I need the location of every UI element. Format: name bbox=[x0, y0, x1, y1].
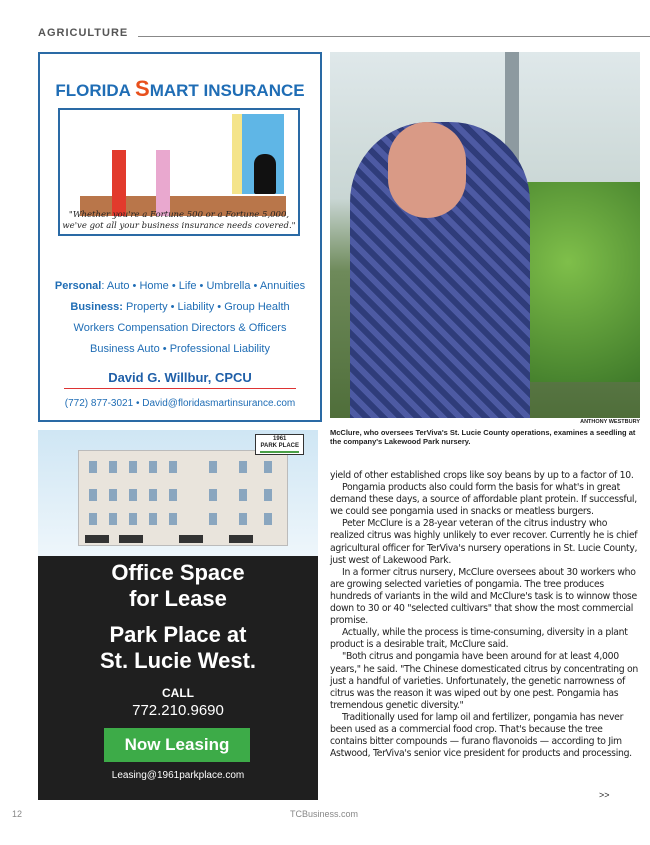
site-name: TCBusiness.com bbox=[290, 809, 359, 819]
phone-number[interactable]: 772.210.9690 bbox=[132, 702, 224, 719]
divider bbox=[64, 388, 296, 389]
photo-caption: McClure, who oversees TerViva's St. Lucie County operations, examines a seedling at the company's Lakewood Park nursery. bbox=[330, 428, 636, 446]
park-place-logo: 1961 PARK PLACE bbox=[255, 434, 304, 455]
cartoon-image bbox=[58, 108, 300, 236]
call-label: CALL bbox=[162, 686, 194, 700]
paragraph: Peter McClure is a 28-year veteran of the citrus industry who realized citrus was highly unlikely to ever recover. Currently he is chief agricultural officer for TerViva's nursery operations in St. Lucie County, just west of Lakewood Park. bbox=[330, 518, 638, 566]
section-label: AGRICULTURE bbox=[38, 27, 129, 39]
divider bbox=[138, 36, 650, 37]
headline: St. Lucie West. bbox=[99, 648, 257, 673]
paragraph: Traditionally used for lamp oil and fertilizer, pongamia has never been used as a commercial food crop. That's because the tree contains bitter compounds — furano flavonoids — according to Jim Astwood, TerViva's senior vice president for products and processing. bbox=[330, 711, 632, 760]
insurance-ad[interactable] bbox=[38, 52, 322, 422]
building-rendering bbox=[38, 430, 318, 556]
article-body bbox=[330, 470, 640, 760]
agent-name: David G. Willbur, CPCU bbox=[108, 370, 252, 385]
paragraph: "Both citrus and pongamia have been around for at least 4,000 years," he said. "The Chinese domesticated citrus by concentrating on just a handful of varieties. Unfortunately, the genetic narrowness of citrus was the reason it was wiped out by one pest. Pongamia has tremendous genetic diversity." bbox=[330, 651, 639, 711]
paragraph: yield of other established crops like soy beans by up to a factor of 10. bbox=[330, 470, 634, 481]
headline: Office Space bbox=[111, 560, 245, 585]
paragraph: Pongamia products also could form the basis for what's in great demand these days, a source of affordable plant protein. If successful, we could see pongamia used in snacks or meatless burgers. bbox=[330, 482, 637, 518]
photo-credit: ANTHONY WESTBURY bbox=[580, 419, 640, 425]
park-place-ad[interactable] bbox=[38, 430, 318, 800]
now-leasing-button[interactable]: Now Leasing bbox=[104, 728, 250, 762]
headline: for Lease bbox=[129, 586, 227, 611]
paragraph: In a former citrus nursery, McClure oversees about 30 workers who are growing selected varieties of pongamia. The tree produces hundreds of variants in the wild and McClure's task is to winnow those down to 30 or 40 "selected cultivars" that show the most commercial promise. bbox=[330, 566, 637, 627]
coverage-list: Personal: Auto • Home • Life • Umbrella • Annuities Business: Property • Liability • Group Health Workers Compensation Directors & Officers Business Auto • Professional Liability bbox=[54, 280, 306, 355]
paragraph: Actually, while the process is time-consuming, diversity in a plant product is a desirable trait, McClure said. bbox=[330, 627, 628, 651]
insurance-logo: FLORIDA SMART INSURANCE bbox=[55, 76, 305, 101]
email-link[interactable]: Leasing@1961parkplace.com bbox=[111, 770, 245, 781]
agent-contact[interactable]: (772) 877-3021 • David@floridasmartinsurance.com bbox=[64, 398, 296, 409]
continued-marker: >> bbox=[599, 790, 610, 800]
cartoon-caption: "Whether you're a Fortune 500 or a Fortune 5,000, we've got all your business insurance needs covered." bbox=[62, 210, 296, 231]
page-number: 12 bbox=[12, 809, 23, 819]
article-photo bbox=[330, 52, 640, 418]
headline: Park Place at bbox=[109, 622, 247, 647]
